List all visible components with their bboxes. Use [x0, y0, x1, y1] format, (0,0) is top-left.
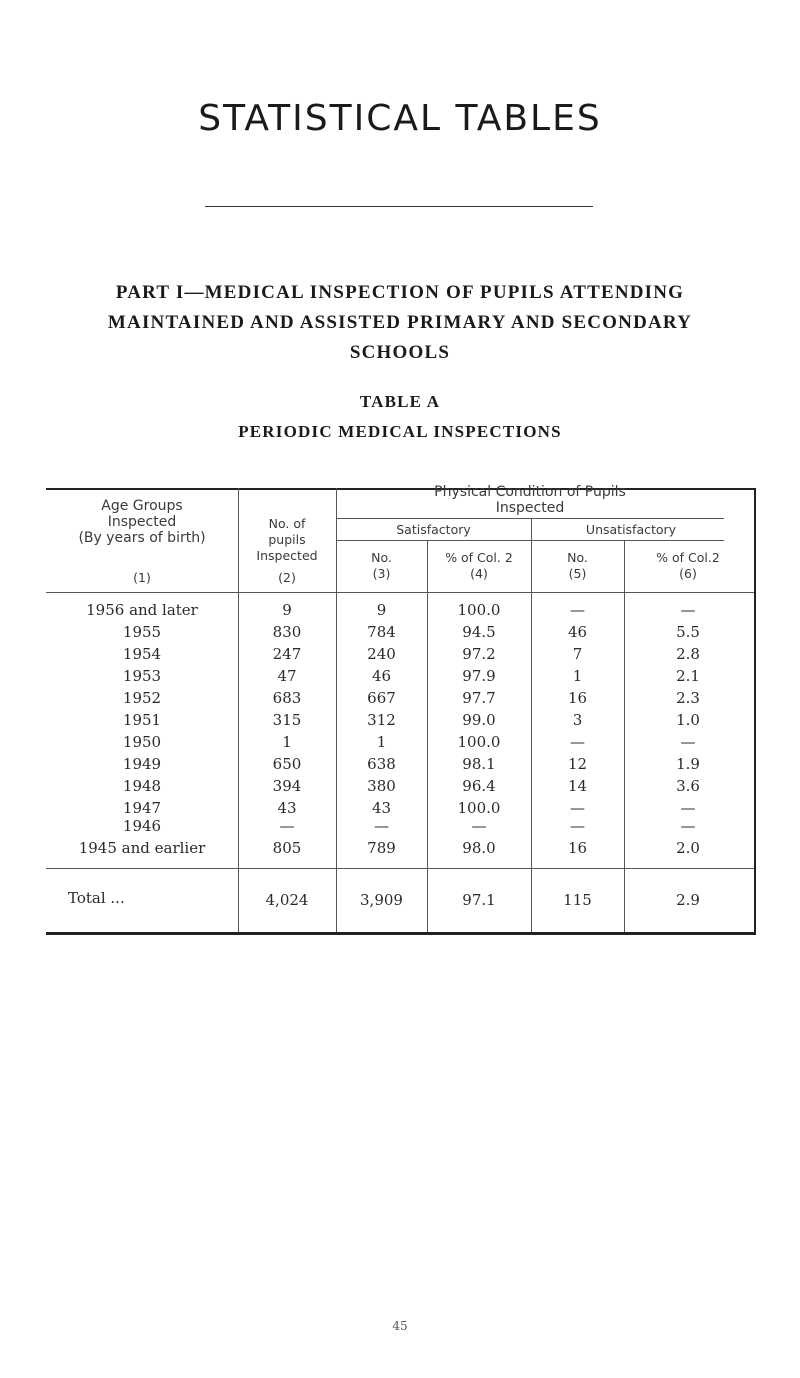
row-age: 1950: [122, 733, 162, 751]
header-pupils-line-1: No. of: [268, 516, 306, 531]
header-col-1-number: (1): [133, 570, 151, 585]
table-right-border: [754, 488, 756, 935]
header-age-groups: [46, 498, 238, 546]
header-physical-line-1: Physical Condition of Pupils: [434, 484, 626, 500]
table-row: [46, 624, 754, 644]
row-sat-pct: 100.0: [457, 799, 501, 817]
row-sat-no: —: [374, 817, 389, 835]
row-age: 1951: [122, 711, 162, 729]
row-sat-pct: 100.0: [457, 733, 501, 751]
row-sat-pct: —: [471, 817, 487, 835]
row-unsat-pct: —: [680, 601, 696, 619]
row-inspected: 683: [272, 689, 302, 707]
total-row: [46, 890, 754, 912]
table-row: [46, 734, 754, 754]
row-sat-no: 240: [367, 645, 396, 663]
row-unsat-no: —: [570, 799, 585, 817]
row-age: 1948: [122, 777, 162, 795]
row-unsat-no: 14: [567, 777, 588, 795]
row-sat-no: 46: [371, 667, 392, 685]
header-physical-line-2: Inspected: [495, 500, 565, 516]
row-unsat-no: 12: [567, 755, 588, 773]
header-pupils-inspected: [238, 516, 336, 564]
row-sat-no: 638: [367, 755, 396, 773]
row-unsat-no: 16: [567, 689, 588, 707]
row-sat-no: 1: [376, 733, 387, 751]
row-sat-pct: 94.5: [462, 623, 496, 641]
header-unsat-pct-label: % of Col.2: [656, 550, 720, 565]
row-age: 1946: [122, 817, 162, 835]
header-sat-no: [336, 550, 427, 582]
row-age: 1956 and later: [86, 601, 198, 619]
row-age: 1949: [122, 755, 162, 773]
row-sat-pct: 98.0: [462, 839, 496, 857]
row-sat-no: 789: [367, 839, 396, 857]
row-unsat-pct: 5.5: [676, 623, 700, 641]
part-heading-line-3: SCHOOLS: [349, 342, 451, 363]
header-unsat-no: [531, 550, 624, 582]
row-inspected: 805: [272, 839, 302, 857]
row-unsat-no: 7: [572, 645, 583, 663]
header-pupils-line-3: Inspected: [256, 548, 318, 563]
header-age-line-3: (By years of birth): [78, 530, 206, 546]
row-sat-no: 380: [367, 777, 396, 795]
title-divider: [205, 206, 593, 207]
row-age: 1954: [122, 645, 162, 663]
row-unsat-pct: —: [680, 733, 696, 751]
row-sat-no: 9: [376, 601, 387, 619]
row-sat-pct: 96.4: [462, 777, 496, 795]
table-row: [46, 778, 754, 798]
row-sat-no: 312: [367, 711, 396, 729]
row-unsat-no: 3: [572, 711, 583, 729]
header-sat-no-label: No.: [371, 550, 392, 565]
header-age-line-2: Inspected: [107, 514, 177, 530]
part-heading-line-2: MAINTAINED AND ASSISTED PRIMARY AND SECONDARY: [107, 312, 693, 333]
row-unsat-no: —: [570, 601, 585, 619]
row-inspected: 247: [272, 645, 302, 663]
row-unsat-no: —: [570, 733, 585, 751]
table-row: [46, 840, 754, 860]
total-rule: [46, 868, 754, 869]
table-row: [46, 602, 754, 622]
table-bottom-border: [46, 932, 756, 935]
header-pupils-line-2: pupils: [268, 532, 306, 547]
row-sat-pct: 97.2: [462, 645, 496, 663]
row-unsat-no: 46: [567, 623, 588, 641]
row-unsat-pct: 2.1: [676, 667, 700, 685]
row-unsat-pct: 1.0: [676, 711, 700, 729]
total-unsat-pct: 2.9: [676, 891, 700, 909]
row-age: 1945 and earlier: [78, 839, 206, 857]
row-age: 1955: [122, 623, 162, 641]
header-satisfactory: Satisfactory: [396, 522, 471, 537]
header-sub-rule: [336, 540, 724, 541]
table-row: [46, 818, 754, 838]
table-title: PERIODIC MEDICAL INSPECTIONS: [238, 422, 562, 441]
row-unsat-no: 16: [567, 839, 588, 857]
total-label: Total ...: [68, 889, 125, 907]
header-sat-no-number: (3): [372, 566, 391, 581]
part-heading-line-1: PART I—MEDICAL INSPECTION OF PUPILS ATTENDING: [115, 282, 685, 303]
total-inspected: 4,024: [265, 891, 309, 909]
row-sat-pct: 97.9: [462, 667, 496, 685]
row-inspected: 9: [282, 601, 292, 619]
header-sat-pct-label: % of Col. 2: [445, 550, 513, 565]
row-sat-no: 43: [371, 799, 392, 817]
header-age-line-1: Age Groups: [101, 498, 183, 514]
row-age: 1952: [122, 689, 162, 707]
header-bottom-rule: [46, 592, 754, 593]
page-title: STATISTICAL TABLES: [198, 98, 602, 139]
row-sat-no: 784: [367, 623, 396, 641]
row-unsat-pct: —: [680, 799, 696, 817]
row-inspected: 830: [272, 623, 302, 641]
total-sat-no: 3,909: [360, 891, 403, 909]
row-sat-pct: 97.7: [462, 689, 496, 707]
row-unsat-pct: 3.6: [676, 777, 700, 795]
row-inspected: 1: [282, 733, 292, 751]
row-age: 1947: [122, 799, 162, 817]
table-label: TABLE A: [359, 392, 441, 411]
row-inspected: 315: [272, 711, 302, 729]
header-physical-condition: [336, 484, 724, 516]
row-unsat-no: —: [570, 817, 585, 835]
table-row: [46, 668, 754, 688]
row-inspected: —: [279, 817, 295, 835]
table-row: [46, 712, 754, 732]
table-row: [46, 690, 754, 710]
header-unsat-pct-number: (6): [679, 566, 697, 581]
row-age: 1953: [122, 667, 162, 685]
header-sat-pct-number: (4): [470, 566, 488, 581]
header-col-2-number: (2): [278, 570, 296, 585]
row-inspected: 47: [277, 667, 297, 685]
row-sat-pct: 99.0: [462, 711, 496, 729]
inspection-table: [46, 484, 756, 936]
row-sat-no: 667: [367, 689, 396, 707]
total-sat-pct: 97.1: [462, 891, 496, 909]
row-sat-pct: 100.0: [457, 601, 501, 619]
header-group-rule: [336, 518, 724, 519]
header-unsatisfactory: Unsatisfactory: [585, 522, 677, 537]
table-row: [46, 756, 754, 776]
row-unsat-pct: 2.3: [676, 689, 700, 707]
row-sat-pct: 98.1: [462, 755, 496, 773]
row-unsat-no: 1: [572, 667, 583, 685]
header-unsat-no-number: (5): [568, 566, 587, 581]
header-unsat-no-label: No.: [567, 550, 588, 565]
row-inspected: 43: [277, 799, 297, 817]
row-inspected: 394: [272, 777, 302, 795]
row-inspected: 650: [272, 755, 302, 773]
row-unsat-pct: 2.8: [676, 645, 700, 663]
total-unsat-no: 115: [563, 891, 592, 909]
row-unsat-pct: —: [680, 817, 696, 835]
table-row: [46, 646, 754, 666]
row-unsat-pct: 2.0: [676, 839, 700, 857]
row-unsat-pct: 1.9: [676, 755, 700, 773]
page-number: 45: [392, 1319, 408, 1333]
header-unsat-pct: [624, 550, 752, 582]
header-sat-pct: [427, 550, 531, 582]
